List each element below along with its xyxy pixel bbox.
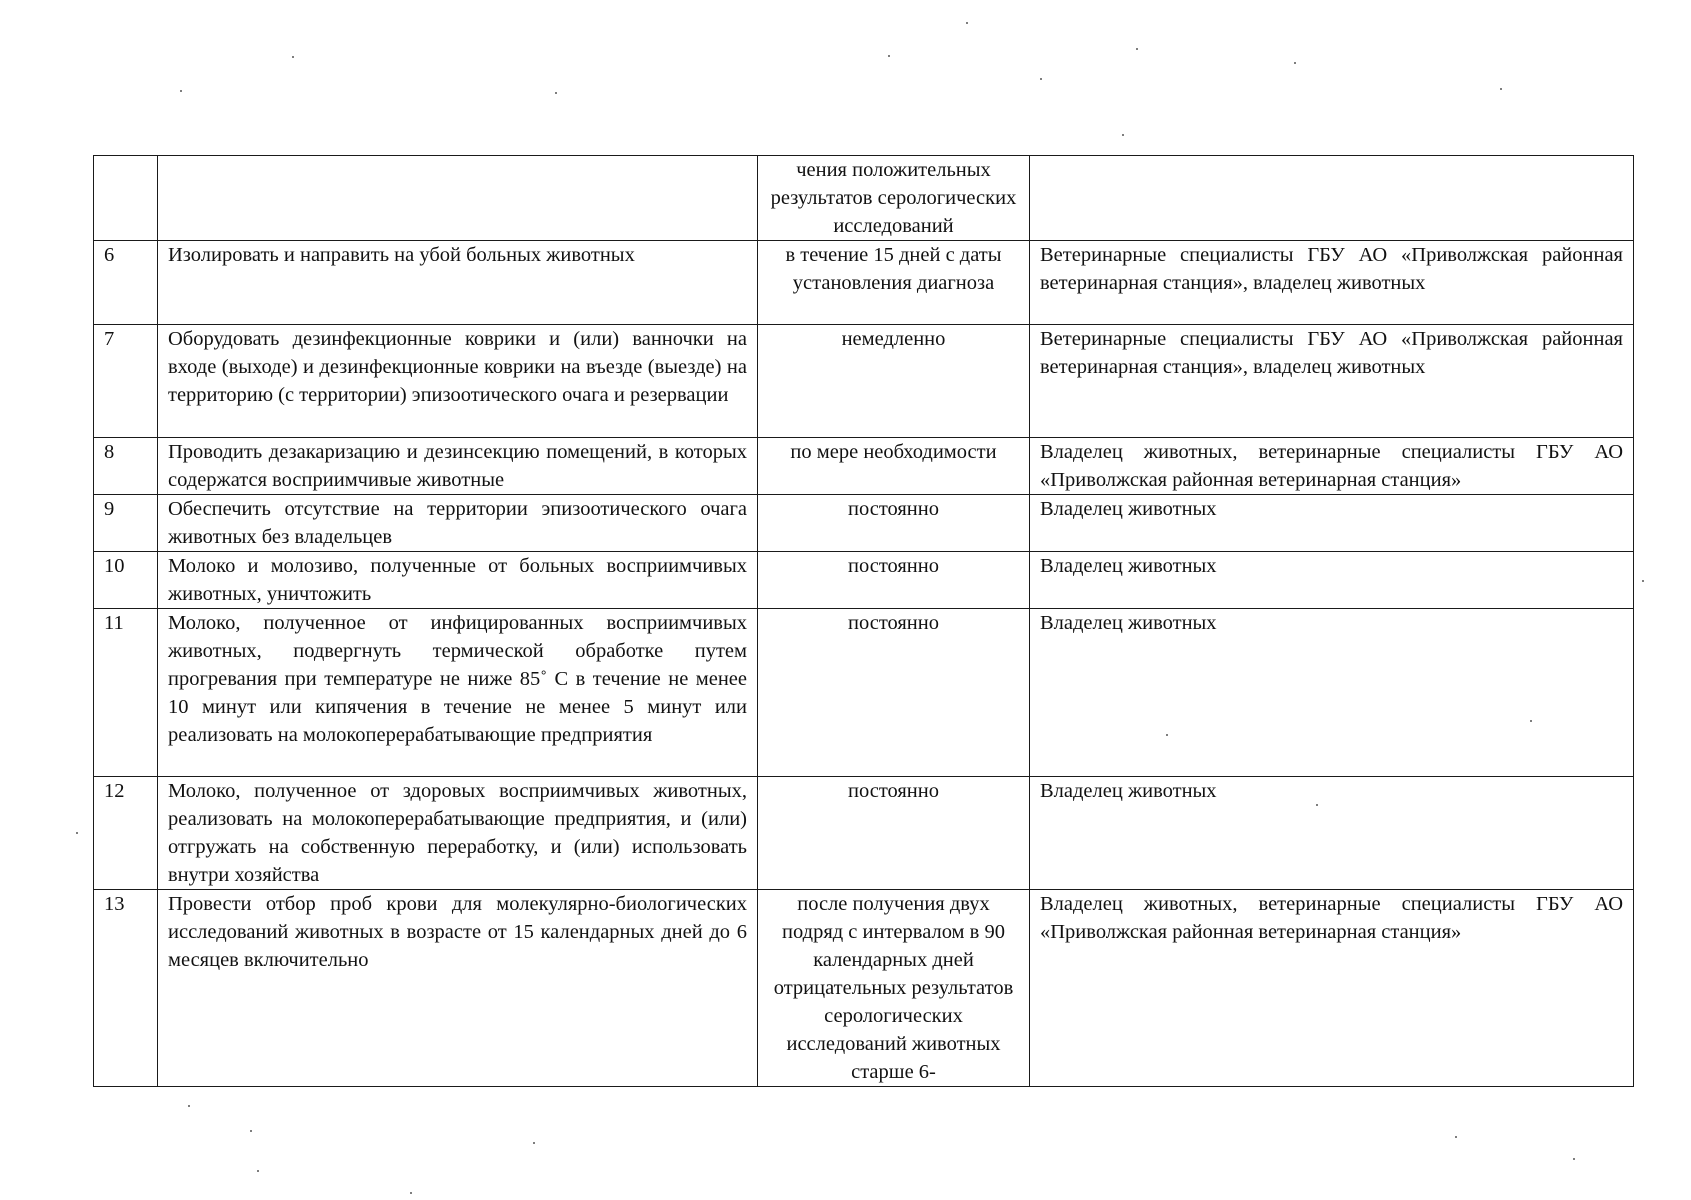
row-number xyxy=(94,156,158,241)
term-text: чения положительных результатов серологических исследований xyxy=(758,156,1030,241)
measure-text: Молоко, полученное от здоровых восприимчивых животных, реализовать на молокоперерабатывающие предприятия, и (или) отгружать на собственную переработку, и (или) использовать внутри хозяйства xyxy=(158,777,758,890)
scan-speck xyxy=(533,1142,535,1144)
row-number: 8 xyxy=(94,438,158,495)
term-text: в течение 15 дней с даты установления диагноза xyxy=(758,241,1030,325)
row-number: 7 xyxy=(94,325,158,438)
term-text: постоянно xyxy=(758,495,1030,552)
scan-speck xyxy=(410,1192,412,1194)
table-row xyxy=(94,609,1634,777)
term-text: постоянно xyxy=(758,609,1030,777)
table-row xyxy=(94,325,1634,438)
scan-speck xyxy=(1136,48,1138,50)
scan-speck xyxy=(1530,720,1532,722)
term-text: постоянно xyxy=(758,777,1030,890)
responsible-text xyxy=(1030,156,1634,241)
responsible-text: Владелец животных, ветеринарные специалисты ГБУ АО «Приволжская районная ветеринарная станция» xyxy=(1030,890,1634,1087)
scan-speck xyxy=(888,55,890,57)
row-number: 11 xyxy=(94,609,158,777)
responsible-text: Ветеринарные специалисты ГБУ АО «Приволжская районная ветеринарная станция», владелец животных xyxy=(1030,325,1634,438)
scan-speck xyxy=(966,22,968,24)
scan-speck xyxy=(1500,88,1502,90)
row-number: 12 xyxy=(94,777,158,890)
scan-speck xyxy=(1455,1136,1457,1138)
scan-speck xyxy=(1122,134,1124,136)
responsible-text: Владелец животных, ветеринарные специалисты ГБУ АО «Приволжская районная ветеринарная станция» xyxy=(1030,438,1634,495)
scan-speck xyxy=(76,832,78,834)
term-text: постоянно xyxy=(758,552,1030,609)
measure-text: Оборудовать дезинфекционные коврики и (или) ванночки на входе (выходе) и дезинфекционные коврики на въезде (выезде) на территорию (с территории) эпизоотического очага и резервации xyxy=(158,325,758,438)
table-row xyxy=(94,156,1634,241)
measure-text: Провести отбор проб крови для молекулярно-биологических исследований животных в возрасте от 15 календарных дней до 6 месяцев включительно xyxy=(158,890,758,1087)
measure-text xyxy=(158,156,758,241)
scan-speck xyxy=(1573,1158,1575,1160)
table-row xyxy=(94,495,1634,552)
measure-text: Молоко и молозиво, полученные от больных восприимчивых животных, уничтожить xyxy=(158,552,758,609)
scan-speck xyxy=(1040,78,1042,80)
scan-speck xyxy=(555,92,557,94)
row-number: 13 xyxy=(94,890,158,1087)
row-number: 6 xyxy=(94,241,158,325)
row-number: 10 xyxy=(94,552,158,609)
responsible-text: Владелец животных xyxy=(1030,777,1634,890)
term-text: немедленно xyxy=(758,325,1030,438)
responsible-text: Ветеринарные специалисты ГБУ АО «Приволжская районная ветеринарная станция», владелец животных xyxy=(1030,241,1634,325)
responsible-text: Владелец животных xyxy=(1030,552,1634,609)
measure-text: Проводить дезакаризацию и дезинсекцию помещений, в которых содержатся восприимчивые животные xyxy=(158,438,758,495)
scan-speck xyxy=(292,56,294,58)
measure-text: Изолировать и направить на убой больных животных xyxy=(158,241,758,325)
measures-table xyxy=(93,155,1634,1087)
responsible-text: Владелец животных xyxy=(1030,609,1634,777)
term-text: после получения двух подряд с интервалом в 90 календарных дней отрицательных результатов серологических исследований животных старше 6- xyxy=(758,890,1030,1087)
scan-speck xyxy=(250,1130,252,1132)
measure-text: Обеспечить отсутствие на территории эпизоотического очага животных без владельцев xyxy=(158,495,758,552)
table-row xyxy=(94,438,1634,495)
responsible-text: Владелец животных xyxy=(1030,495,1634,552)
row-number: 9 xyxy=(94,495,158,552)
scan-speck xyxy=(1166,734,1168,736)
scan-speck xyxy=(1294,62,1296,64)
scan-speck xyxy=(188,1105,190,1107)
table-row xyxy=(94,241,1634,325)
table-row xyxy=(94,777,1634,890)
table-row xyxy=(94,890,1634,1087)
scan-speck xyxy=(180,90,182,92)
term-text: по мере необходимости xyxy=(758,438,1030,495)
scan-speck xyxy=(1316,804,1318,806)
scan-speck xyxy=(257,1170,259,1172)
scan-speck xyxy=(1642,580,1644,582)
measure-text: Молоко, полученное от инфицированных восприимчивых животных, подвергнуть термической обработке путем прогревания при температуре не ниже 85˚ С в течение не менее 10 минут или кипячения в течение не менее 5 минут или реализовать на молокоперерабатывающие предприятия xyxy=(158,609,758,777)
table-row xyxy=(94,552,1634,609)
